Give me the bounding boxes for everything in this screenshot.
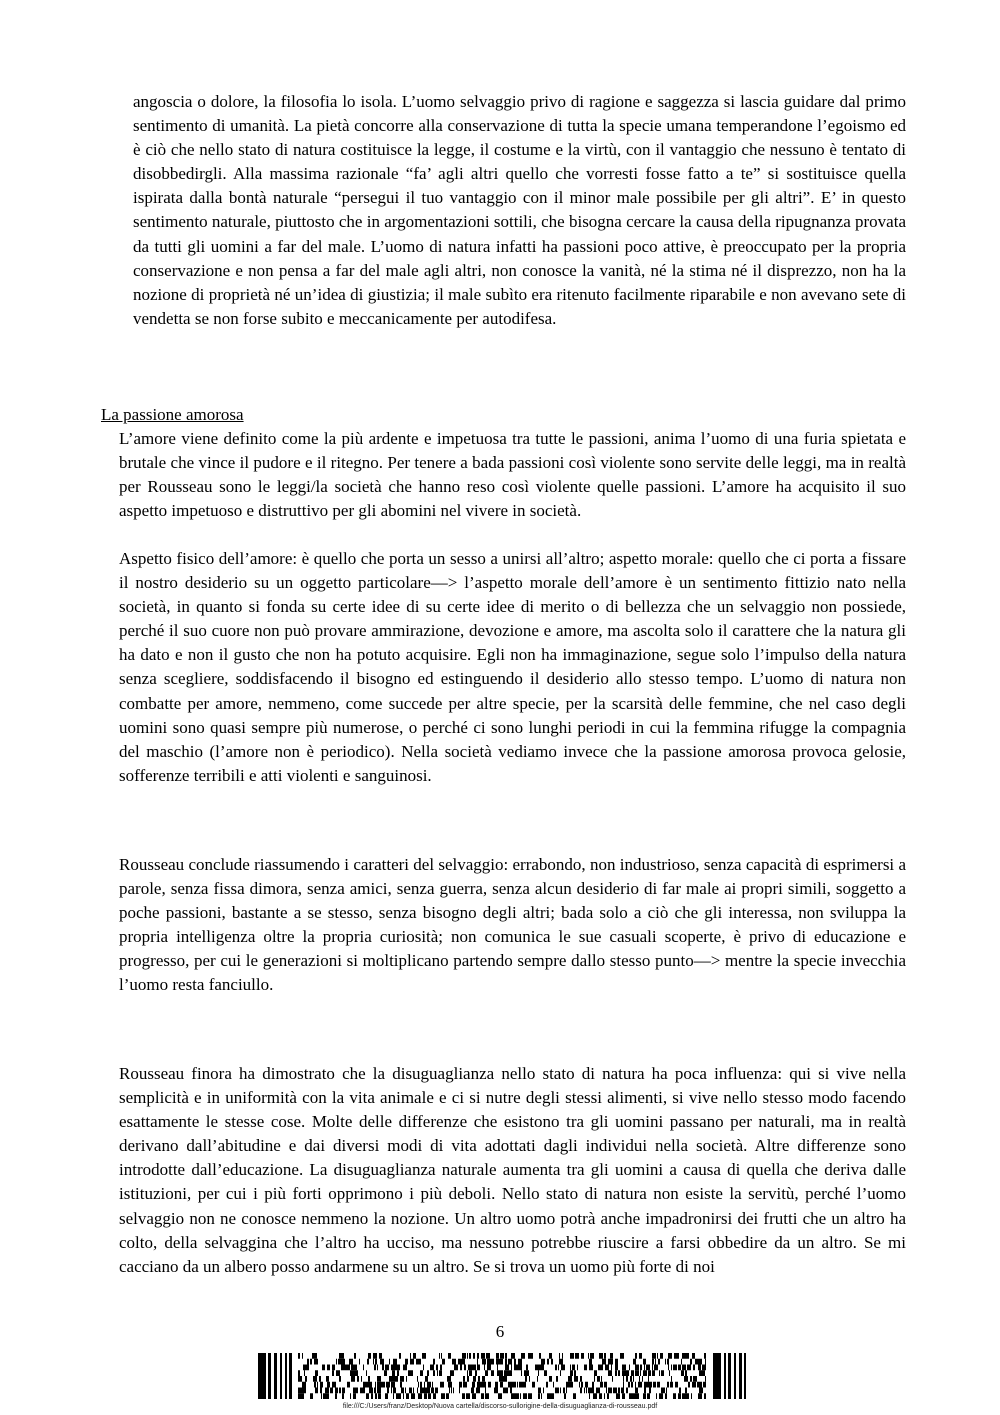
paragraph-love-aspects: Aspetto fisico dell’amore: è quello che porta un sesso a unirsi all’altro; aspetto morale: quello che ci porta a fissare il nostro desiderio su un oggetto particolare—> l’aspetto morale dell’amore è un sentimento fittizio nato nella società, in quanto si fonda su certe idee di su certe idee di merito o di bellezza che un selvaggio non possiede, perché il suo cuore non può provare ammirazione, devozione e amore, ma ascolta solo il carattere che la natura gli ha dato e non il gusto che non ha potuto acquisire. Egli non ha immaginazione, segue solo l’impulso della natura senza scegliere, soddisfacendo il bisogno ed estinguendo il desiderio allo stesso tempo. L’uomo di natura non combatte per amore, nemmeno, come succede per altre specie, per la scarsità delle femmine, che nel caso degli uomini sono quasi sempre più numerose, o perché ci sono lunghi periodi in cui la femmina rifugge la compagnia del maschio (l’amore non è periodico). Nella società vediamo invece che la passione amorosa provoca gelosie, sofferenze terribili e atti violenti e sanguinosi. bbox=[119, 549, 906, 785]
paragraph-love-definition: L’amore viene definito come la più ardente e impetuosa tra tutte le passioni, anima l’uomo di una furia spietata e brutale che vince il pudore e il ritegno. Per tenere a bada passioni così violente sono servite delle leggi, ma in realtà per Rousseau sono le leggi/la società che hanno reso così violente quelle passioni. L’amore ha acquisito il suo aspetto impetuoso e distruttivo per gli abomini nel vivere in società. bbox=[119, 429, 906, 521]
file-path: file:///C:/Users/franz/Desktop/Nuova cartella/discorso-sullorigine-della-disuguaglianza-di-rousseau.pdf bbox=[342, 1403, 658, 1410]
continued-paragraph: angoscia o dolore, la filosofia lo isola. L’uomo selvaggio privo di ragione e saggezza si lascia guidare dal primo sentimento di umanità. La pietà concorre alla conservazione di tutta la specie umana temperandone l’egoismo ed è ciò che nello stato di natura costituisce la legge, il costume e la virtù, con il vantaggio che nessuno è tentato di disobbedirgli. Alla massima razionale “fa’ agli altri quello che vorresti fosse fatto a te” si sostituisce quella ispirata dalla bontà naturale “persegui il tuo vantaggio con il minor male possibile per gli altri”. E’ in questo sentimento naturale, piuttosto che in argomentazioni sottili, che bisogna cercare la causa della ripugnanza provata da tutti gli uomini a far del male. L’uomo di natura infatti ha passioni poco attive, è preoccupato per la propria conservazione e non pensa a far del male agli altri, non conosce la vanità, né la stima né il disprezzo, non ha la nozione di proprietà né un’idea di giustizia; il male subìto era ritenuto facilmente riparabile e non avevano sete di vendetta se non forse subito e meccanicamente per autodifesa. bbox=[133, 92, 906, 328]
barcode-icon bbox=[258, 1353, 746, 1399]
paragraph-savage-summary: Rousseau conclude riassumendo i caratteri del selvaggio: errabondo, non industrioso, senza capacità di esprimersi a parole, senza fissa dimora, senza amici, senza guerra, senza alcun desiderio di far male ai propri simili, soggetto a poche passioni, bastante a se stesso, senza bisogno degli altri; bada solo a ciò che gli interessa, non sviluppa la propria intelligenza oltre la propria curiosità; non comunica le sue casuali scoperte, è privo di educazione e progresso, per cui le generazioni si moltiplicano partendo sempre dallo stesso punto—> mentre la specie invecchia l’uomo resta fanciullo. bbox=[119, 855, 906, 995]
page-number: 6 bbox=[495, 1322, 505, 1341]
section-heading: La passione amorosa bbox=[101, 405, 244, 424]
paragraph-inequality: Rousseau finora ha dimostrato che la disuguaglianza nello stato di natura ha poca influenza: qui si vive nella semplicità e in uniformità con la vita animale e ci si nutre degli stessi alimenti, si vive nello stesso modo facendo esattamente le stesse cose. Molte delle differenze che esistono tra gli uomini passano per naturali, ma in realtà derivano dall’abitudine e dai diversi modi di vita adottati dagli individui nella società. Altre differenze sono introdotte dall’educazione. La disuguaglianza naturale aumenta tra gli uomini a causa di quella che deriva dalle istituzioni, per cui i più forti opprimono i più deboli. Nello stato di natura non esiste la servitù, perché l’uomo selvaggio non ne conosce nemmeno la nozione. Un altro uomo potrà anche impadronirsi dei frutti che un altro ha colto, della selvaggina che l’altro ha ucciso, ma nessuno potrebbe riuscire a farsi obbedire da un altro. Se mi cacciano da un albero posso andarmene su un altro. Se si trova un uomo più forte di noi bbox=[119, 1064, 906, 1276]
